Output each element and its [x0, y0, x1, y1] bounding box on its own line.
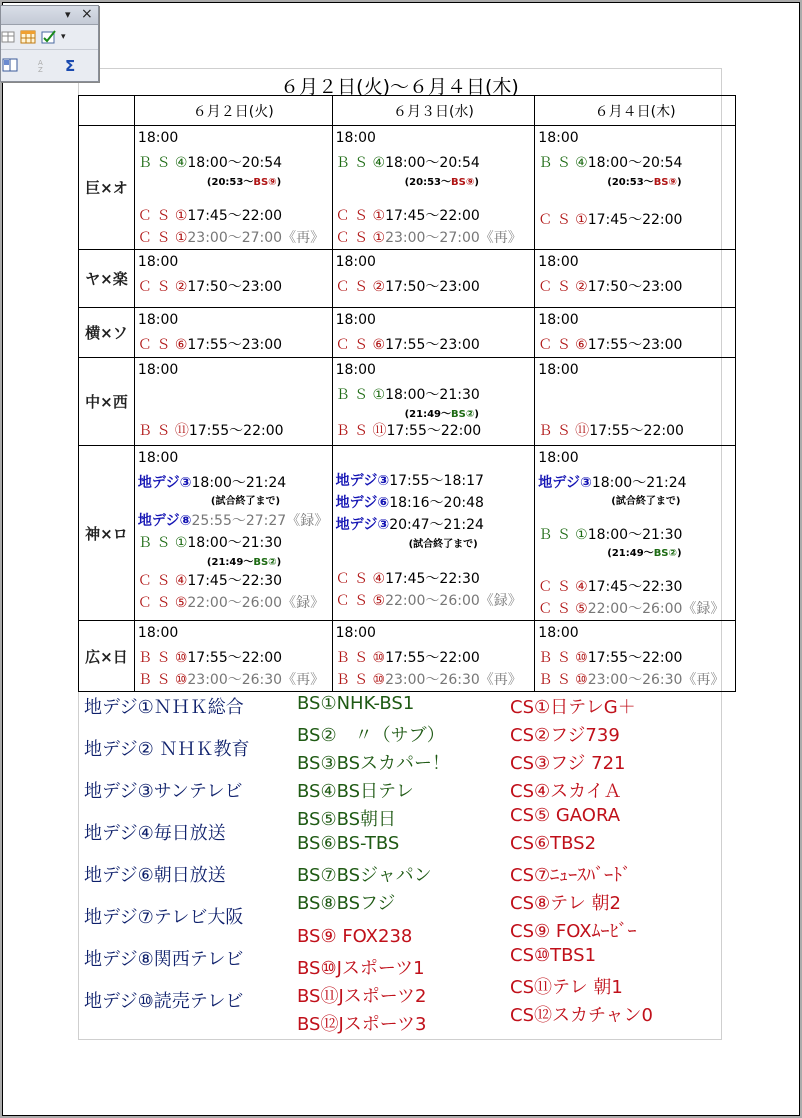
time-range: 18:00 — [137, 254, 179, 270]
broadcast-line — [138, 625, 178, 641]
legend-item: BS⑪Jスポーツ2 — [297, 986, 427, 1007]
time-range: 23:00～26:30《再》 — [385, 672, 522, 688]
broadcast-line — [538, 362, 578, 378]
svg-text:Σ: Σ — [65, 57, 76, 73]
channel-label: 地デジ③ — [335, 517, 390, 533]
autoformat-dropdown-icon[interactable]: ▾ — [61, 32, 66, 42]
channel-note: (21:49～BS②) — [607, 548, 682, 559]
broadcast-line — [336, 492, 484, 512]
broadcast-line — [538, 576, 682, 596]
legend-item: CS③フジ 721 — [510, 753, 626, 774]
time-range: 18:00～20:54 — [385, 155, 480, 171]
slot-cell — [134, 358, 332, 446]
time-range: 17:55～18:17 — [389, 473, 484, 489]
broadcast-line — [336, 362, 376, 378]
legend-item: 地デジ⑥朝日放送 — [84, 865, 226, 886]
toolbar-menu-icon[interactable]: ▾ — [65, 8, 71, 21]
time-range: 18:16～20:48 — [389, 495, 484, 511]
legend-item: BS⑫Jスポーツ3 — [297, 1014, 427, 1035]
channel-label: Ｂ Ｓ ⑩ — [538, 672, 588, 688]
channel-label: Ｂ Ｓ ⑪ — [137, 423, 189, 439]
channel-label: Ｂ Ｓ ⑩ — [538, 650, 588, 666]
svg-text:Z: Z — [38, 66, 43, 73]
channel-label: Ｂ Ｓ ① — [538, 527, 588, 543]
game-row — [79, 308, 736, 358]
cell-properties-icon[interactable] — [2, 57, 18, 73]
channel-label: Ｂ Ｓ ⑩ — [335, 672, 386, 688]
broadcast-line — [138, 362, 178, 378]
broadcast-line — [138, 312, 178, 328]
time-range: 18:00～20:54 — [587, 155, 683, 171]
game-row — [79, 446, 736, 621]
team-label: ヤ×楽 — [79, 250, 135, 308]
slot-cell — [134, 621, 332, 692]
legend-item: CS①日テレG＋ — [510, 697, 636, 718]
channel-label: Ｃ Ｓ ⑤ — [335, 593, 386, 609]
time-range: 18:00 — [335, 625, 376, 641]
channel-label: Ｂ Ｓ ④ — [137, 155, 188, 171]
legend-item: BS③BSスカパー！ — [297, 753, 451, 774]
time-range: 17:55～22:00 — [587, 650, 683, 666]
channel-label: Ｃ Ｓ ⑥ — [137, 337, 188, 353]
slot-cell — [535, 308, 736, 358]
day-header: ６月３日(水) — [332, 96, 535, 126]
time-range: 18:00 — [538, 130, 579, 146]
time-range: 17:45～22:30 — [587, 579, 683, 595]
game-row — [79, 358, 736, 446]
slot-cell — [535, 126, 736, 250]
legend-item: CS⑫スカチャン0 — [510, 1005, 653, 1026]
legend-item: BS⑧BSフジ — [297, 893, 396, 914]
broadcast-line — [538, 472, 686, 492]
time-range: 18:00 — [538, 254, 579, 270]
legend-item: BS④BS日テレ — [297, 781, 414, 802]
time-range: 17:55～22:00 — [385, 650, 480, 666]
broadcast-line — [138, 669, 324, 689]
legend-item: 地デジ⑦テレビ大阪 — [84, 907, 244, 928]
broadcast-line — [336, 152, 480, 172]
slot-cell — [535, 446, 736, 621]
channel-label: Ｃ Ｓ ① — [538, 212, 588, 228]
channel-label: Ｃ Ｓ ① — [335, 208, 386, 224]
broadcast-line — [138, 152, 282, 172]
broadcast-line — [138, 130, 178, 146]
svg-text:A: A — [38, 59, 43, 67]
broadcast-line — [538, 209, 682, 229]
slot-cell — [332, 446, 535, 621]
time-range: 25:55～27:27《録》 — [191, 513, 329, 529]
broadcast-line — [538, 524, 682, 544]
time-range: 17:55～22:00 — [386, 423, 482, 439]
floating-toolbar[interactable] — [0, 5, 99, 82]
corner-cell — [79, 96, 135, 126]
legend-item: 地デジ④毎日放送 — [84, 823, 226, 844]
broadcast-line — [336, 568, 480, 588]
game-row — [79, 126, 736, 250]
channel-label: 地デジ③ — [538, 475, 592, 491]
broadcast-line — [138, 205, 282, 225]
broadcast-line — [538, 312, 578, 328]
legend-item: CS⑨ FOXﾑｰﾋﾞｰ — [510, 921, 637, 942]
channel-label: Ｃ Ｓ ④ — [538, 579, 588, 595]
time-range: 17:55～23:00 — [587, 337, 683, 353]
time-range: 17:50～23:00 — [587, 279, 683, 295]
broadcast-line — [538, 334, 682, 354]
legend-item: CS⑦ﾆｭｰｽﾊﾞｰﾄﾞ — [510, 865, 632, 886]
time-range: 17:45～22:30 — [187, 573, 283, 589]
legend-item: 地デジ② ＮＨＫ教育 — [84, 739, 250, 760]
insert-table-icon[interactable] — [20, 29, 36, 45]
time-range: 18:00～21:30 — [385, 387, 480, 403]
broadcast-line — [336, 625, 376, 641]
slot-cell — [332, 358, 535, 446]
legend-item: BS⑨ FOX238 — [297, 926, 413, 947]
legend-item: CS②フジ739 — [510, 725, 620, 746]
time-range: 17:45～22:00 — [587, 212, 683, 228]
time-range: 17:55～23:00 — [187, 337, 283, 353]
legend-item: CS⑧テレ 朝2 — [510, 893, 621, 914]
broadcast-line — [538, 276, 682, 296]
time-range: 18:00～21:24 — [591, 475, 687, 491]
time-range: 18:00 — [335, 312, 376, 328]
legend-item: 地デジ⑧関西テレビ — [84, 949, 244, 970]
table-icon[interactable] — [1, 29, 17, 45]
time-range: 18:00 — [137, 362, 179, 378]
team-label: 広×日 — [79, 621, 135, 692]
channel-label: Ｂ Ｓ ⑪ — [335, 423, 387, 439]
legend-item: CS⑥TBS2 — [510, 833, 597, 854]
broadcast-line — [336, 590, 522, 610]
time-range: 17:55～23:00 — [385, 337, 480, 353]
time-range: 18:00 — [137, 625, 179, 641]
broadcast-line — [538, 669, 724, 689]
game-row — [79, 250, 736, 308]
broadcast-line — [538, 450, 578, 466]
time-range: 18:00 — [335, 130, 376, 146]
channel-label: Ｂ Ｓ ① — [335, 387, 386, 403]
broadcast-line — [138, 472, 286, 492]
channel-label: Ｂ Ｓ ⑪ — [538, 423, 590, 439]
header-row — [79, 96, 736, 126]
broadcast-line — [336, 334, 480, 354]
channel-label: Ｂ Ｓ ④ — [538, 155, 588, 171]
broadcast-line — [138, 227, 324, 247]
channel-note: (21:49～BS②) — [206, 557, 282, 568]
legend-item: CS⑩TBS1 — [510, 945, 597, 966]
slot-cell — [134, 446, 332, 621]
broadcast-line — [538, 130, 578, 146]
slot-cell — [134, 126, 332, 250]
broadcast-line — [336, 420, 482, 440]
time-range: 18:00 — [137, 130, 179, 146]
channel-note: (20:53～BS⑨) — [607, 177, 682, 188]
toolbar-row-1 — [1, 25, 98, 50]
channel-label: Ｃ Ｓ ⑤ — [538, 601, 588, 617]
slot-cell — [332, 308, 535, 358]
team-label: 神×ロ — [79, 446, 135, 621]
time-range: 18:00 — [335, 254, 376, 270]
channel-label: Ｂ Ｓ ④ — [335, 155, 386, 171]
legend-item: 地デジ③サンテレビ — [84, 781, 243, 802]
broadcast-line — [538, 598, 724, 618]
channel-label: 地デジ⑧ — [137, 513, 192, 529]
legend-item: BS⑤BS朝日 — [297, 809, 397, 830]
broadcast-line — [336, 254, 376, 270]
channel-label: Ｂ Ｓ ⑩ — [137, 650, 188, 666]
channel-label: 地デジ⑥ — [335, 495, 390, 511]
broadcast-line — [538, 647, 682, 667]
legend-item: CS④スカイＡ — [510, 781, 622, 802]
time-range: 18:00～21:30 — [587, 527, 683, 543]
channel-note: (試合終了まで) — [408, 539, 478, 550]
time-range: 18:00 — [538, 450, 579, 466]
time-range: 23:00～26:30《再》 — [587, 672, 725, 688]
page-title: ６月２日(火)～６月４日(木) — [280, 76, 519, 98]
slot-cell — [535, 358, 736, 446]
channel-label: Ｃ Ｓ ④ — [335, 571, 386, 587]
broadcast-line — [538, 420, 684, 440]
time-range: 22:00～26:00《録》 — [587, 601, 725, 617]
time-range: 23:00～26:30《再》 — [187, 672, 325, 688]
channel-label: Ｃ Ｓ ⑥ — [335, 337, 386, 353]
broadcast-line — [138, 510, 328, 530]
broadcast-line — [138, 254, 178, 270]
time-range: 22:00～26:00《録》 — [187, 595, 325, 611]
day-header: ６月２日(火) — [134, 96, 332, 126]
slot-cell — [134, 308, 332, 358]
toolbar-row-2 — [1, 51, 98, 75]
time-range: 17:50～23:00 — [187, 279, 283, 295]
legend-item: BS⑥BS-TBS — [297, 833, 400, 854]
broadcast-line — [138, 570, 282, 590]
time-range: 18:00～21:30 — [187, 535, 283, 551]
legend-item: 地デジ①ＮＨＫ総合 — [84, 697, 244, 718]
time-range: 17:50～23:00 — [385, 279, 480, 295]
legend-item: BS⑦BSジャパン — [297, 865, 432, 886]
channel-note: (試合終了まで) — [611, 496, 681, 507]
time-range: 18:00 — [538, 362, 579, 378]
channel-label: Ｃ Ｓ ② — [335, 279, 386, 295]
broadcast-line — [138, 592, 324, 612]
time-range: 22:00～26:00《録》 — [385, 593, 522, 609]
broadcast-line — [138, 450, 178, 466]
time-range: 17:45～22:00 — [385, 208, 480, 224]
broadcast-line — [336, 130, 376, 146]
legend-item: 地デジ⑩読売テレビ — [84, 991, 244, 1012]
channel-note: (21:49～BS②) — [404, 409, 479, 420]
time-range: 17:55～22:00 — [589, 423, 684, 439]
channel-label: 地デジ③ — [335, 473, 390, 489]
time-range: 17:45～22:30 — [385, 571, 480, 587]
time-range: 18:00 — [538, 312, 579, 328]
team-label: 中×西 — [79, 358, 135, 446]
slot-cell — [332, 126, 535, 250]
autoformat-icon[interactable] — [41, 29, 57, 45]
time-range: 18:00 — [335, 362, 376, 378]
channel-label: Ｂ Ｓ ① — [137, 535, 188, 551]
time-range: 18:00 — [137, 450, 179, 466]
sort-icon[interactable] — [35, 57, 51, 73]
legend-item: CS⑪テレ 朝1 — [510, 977, 623, 998]
channel-note: (20:53～BS⑨) — [404, 177, 479, 188]
broadcast-line — [336, 470, 484, 490]
broadcast-line — [138, 276, 282, 296]
channel-label: Ｃ Ｓ ① — [335, 230, 386, 246]
broadcast-line — [336, 669, 522, 689]
broadcast-line — [138, 420, 284, 440]
slot-cell — [535, 621, 736, 692]
broadcast-line — [336, 276, 480, 296]
slot-cell — [332, 621, 535, 692]
time-range: 18:00 — [538, 625, 579, 641]
slot-cell — [332, 250, 535, 308]
time-range: 23:00～27:00《再》 — [187, 230, 325, 246]
time-range: 18:00 — [137, 312, 179, 328]
broadcast-line — [336, 384, 480, 404]
broadcast-line — [138, 334, 282, 354]
broadcast-line — [336, 227, 522, 247]
broadcast-line — [336, 312, 376, 328]
schedule-table — [78, 95, 736, 692]
time-range: 20:47～21:24 — [389, 517, 484, 533]
slot-cell — [134, 250, 332, 308]
channel-label: Ｃ Ｓ ⑤ — [137, 595, 188, 611]
broadcast-line — [336, 514, 484, 534]
toolbar-titlebar[interactable] — [1, 6, 98, 25]
toolbar-close-icon[interactable]: × — [81, 6, 93, 22]
team-label: 巨×オ — [79, 126, 135, 250]
legend-item: CS⑤ GAORA — [510, 805, 621, 826]
time-range: 18:00～21:24 — [191, 475, 287, 491]
time-range: 17:55～22:00 — [187, 650, 283, 666]
day-header: ６月４日(木) — [535, 96, 736, 126]
sum-icon[interactable] — [63, 57, 79, 73]
channel-label: Ｃ Ｓ ② — [538, 279, 588, 295]
legend-item: BS⑩Jスポーツ1 — [297, 958, 425, 979]
slot-cell — [535, 250, 736, 308]
channel-label: Ｂ Ｓ ⑩ — [137, 672, 188, 688]
legend-item: BS①NHK-BS1 — [297, 693, 415, 714]
channel-label: Ｃ Ｓ ⑥ — [538, 337, 588, 353]
channel-label: Ｃ Ｓ ② — [137, 279, 188, 295]
time-range: 18:00～20:54 — [187, 155, 283, 171]
time-range: 17:45～22:00 — [187, 208, 283, 224]
broadcast-line — [336, 647, 480, 667]
channel-label: Ｃ Ｓ ① — [137, 230, 188, 246]
channel-note: (20:53～BS⑨) — [206, 177, 282, 188]
broadcast-line — [336, 205, 480, 225]
team-label: 横×ソ — [79, 308, 135, 358]
broadcast-line — [538, 254, 578, 270]
channel-note: (試合終了まで) — [210, 496, 281, 507]
channel-label: 地デジ③ — [137, 475, 192, 491]
broadcast-line — [138, 647, 282, 667]
broadcast-line — [538, 625, 578, 641]
channel-label: Ｂ Ｓ ⑩ — [335, 650, 386, 666]
broadcast-line — [538, 152, 682, 172]
channel-label: Ｃ Ｓ ① — [137, 208, 188, 224]
time-range: 23:00～27:00《再》 — [385, 230, 522, 246]
channel-label: Ｃ Ｓ ④ — [137, 573, 188, 589]
time-range: 17:55～22:00 — [188, 423, 284, 439]
legend-item: BS② 〃（サブ） — [297, 725, 445, 746]
broadcast-line — [138, 532, 282, 552]
game-row — [79, 621, 736, 692]
